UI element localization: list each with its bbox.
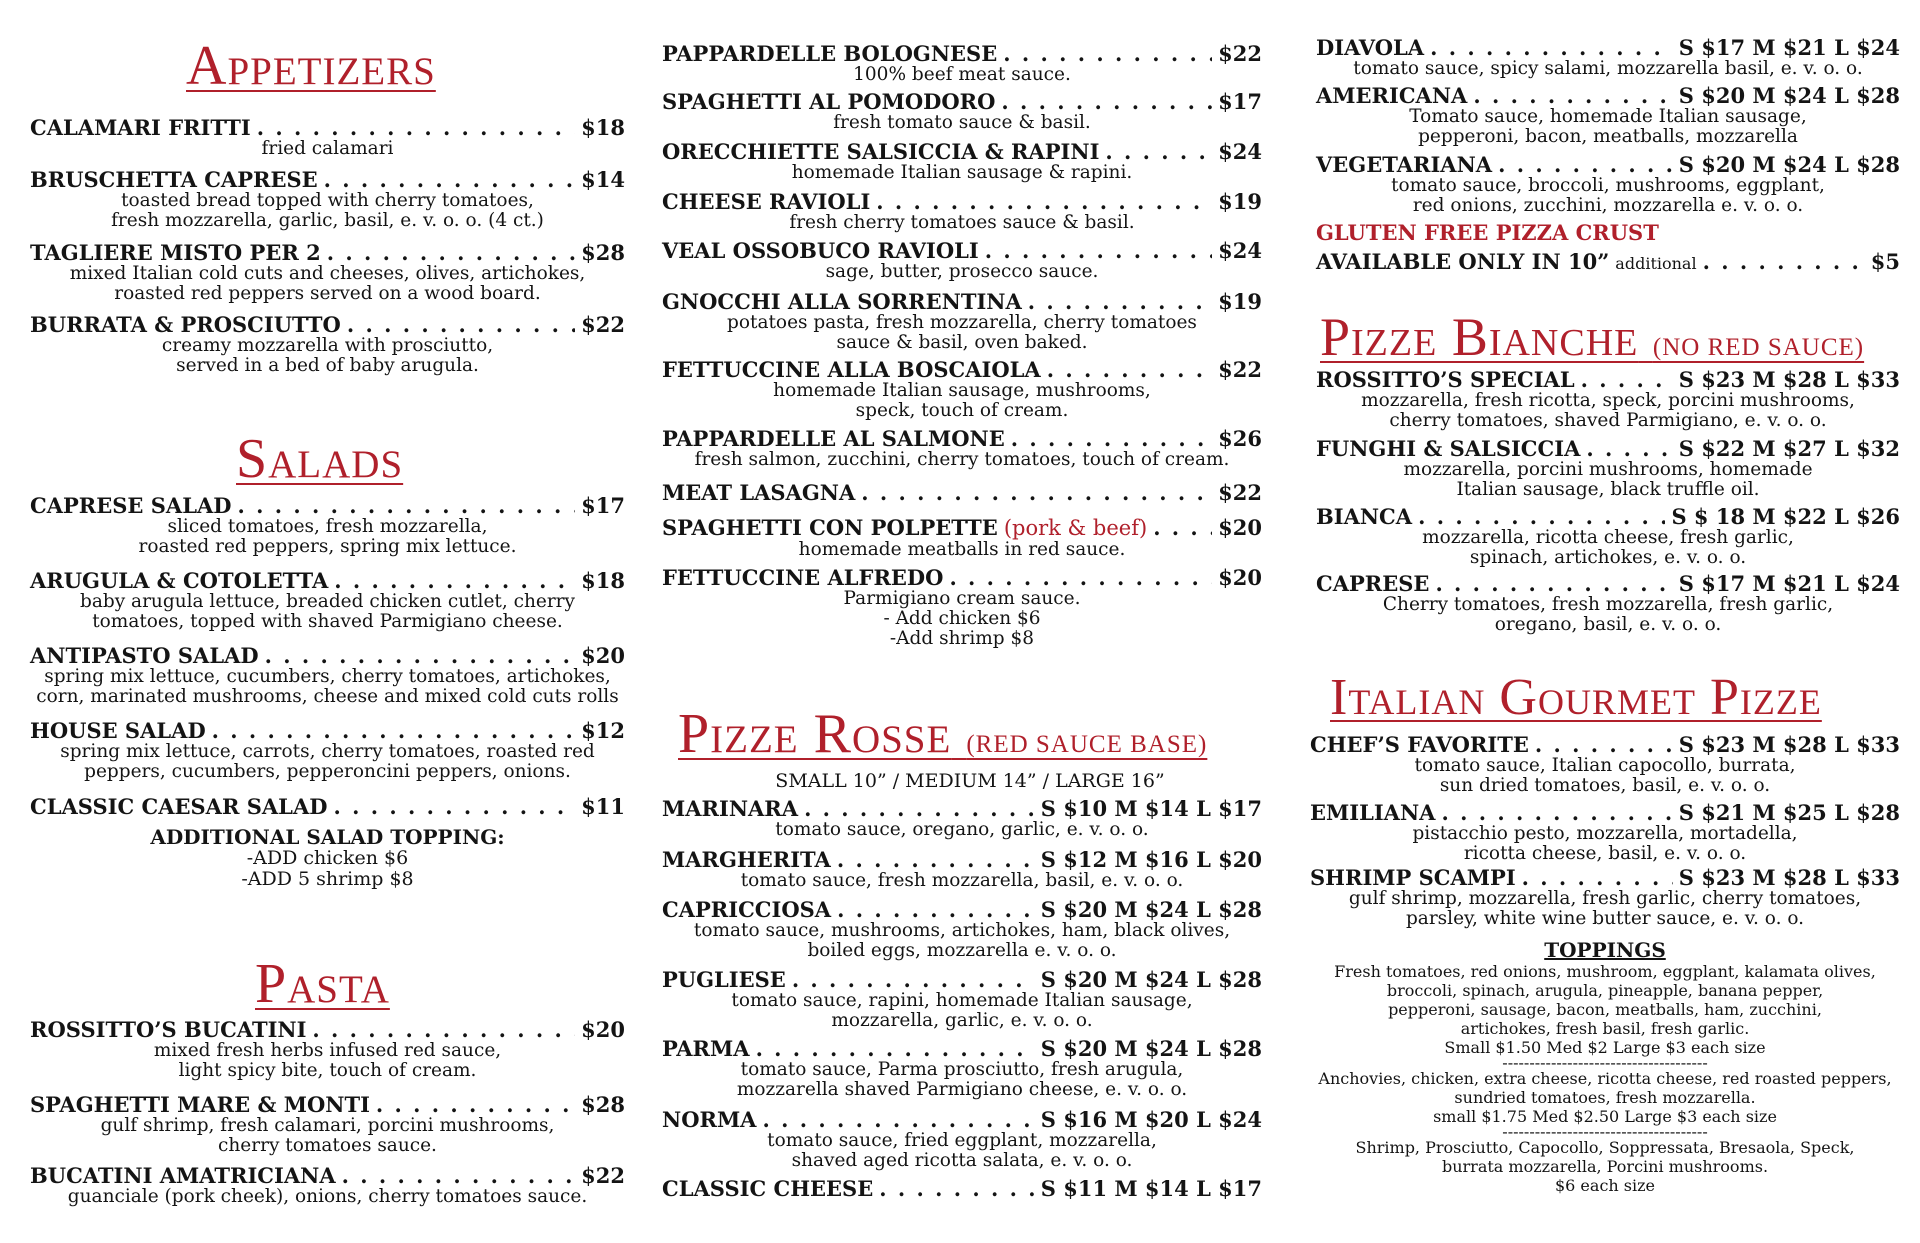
menu-item-description: mozzarella shaved Parmigiano cheese, e. v. o. o. — [736, 1079, 1188, 1100]
menu-item-description: guanciale (pork cheek), onions, cherry tomatoes sauce. — [67, 1186, 588, 1207]
dot-leader — [1435, 572, 1672, 595]
menu-item — [662, 427, 1262, 470]
dot-leader — [1473, 84, 1672, 107]
menu-item-description: tomatoes, topped with shaved Parmigiano cheese. — [92, 611, 563, 632]
dot-leader — [334, 569, 575, 592]
salad-topping-block — [30, 826, 625, 890]
dot-leader — [804, 797, 1035, 820]
menu-item-description: oregano, basil, e. v. o. o. — [1494, 614, 1722, 635]
menu-item-name: FETTUCCINE ALLA BOSCAIOLA — [662, 357, 1041, 382]
dot-leader — [212, 719, 575, 742]
menu-item-description: mozzarella, fresh ricotta, speck, porcini mushrooms, — [1361, 390, 1855, 411]
menu-item-name: MARINARA — [662, 796, 799, 821]
menu-item-price: $18 — [581, 115, 625, 140]
menu-item-name: BIANCA — [1316, 504, 1413, 529]
menu-item — [1316, 84, 1900, 147]
menu-item-description: tomato sauce, spicy salami, mozzarella basil, e. v. o. o. — [1353, 58, 1863, 79]
menu-item-price: S $21 M $25 L $28 — [1678, 800, 1900, 825]
menu-item-note: (pork & beef) — [1003, 516, 1148, 540]
toppings-group-1-line-1: Fresh tomatoes, red onions, mushroom, eggplant, kalamata olives, — [1334, 962, 1876, 981]
menu-item-name: CAPRICCIOSA — [662, 897, 832, 922]
menu-item — [662, 190, 1262, 233]
menu-item-description: Cherry tomatoes, fresh mozzarella, fresh garlic, — [1382, 594, 1834, 615]
dot-leader — [762, 1108, 1034, 1131]
menu-item-name: FETTUCCINE ALFREDO — [662, 565, 944, 590]
menu-item-description: corn, marinated mushrooms, cheese and mixed cold cuts rolls — [36, 686, 619, 707]
menu-item-name: CLASSIC CHEESE — [662, 1176, 874, 1201]
dot-leader — [1047, 358, 1212, 381]
dot-leader — [1001, 90, 1212, 113]
dot-leader — [257, 116, 575, 139]
menu-item-description: sage, butter, prosecco sauce. — [825, 261, 1099, 282]
menu-item-name: ORECCHIETTE SALSICCIA & RAPINI — [662, 139, 1100, 164]
menu-item-description: ricotta cheese, basil, e. v. o. o. — [1463, 843, 1747, 864]
menu-item-description: peppers, cucumbers, pepperoncini peppers, onions. — [84, 761, 571, 782]
menu-item — [662, 358, 1262, 421]
toppings-group-1-line-2: broccoli, spinach, arugula, pineapple, banana pepper, — [1386, 981, 1824, 1000]
menu-item-price: S $23 M $28 L $33 — [1678, 367, 1900, 392]
menu-item-description: sun dried tomatoes, basil, e. v. o. o. — [1439, 775, 1771, 796]
menu-item — [30, 1093, 625, 1156]
menu-item-description: mozzarella, porcini mushrooms, homemade — [1403, 459, 1813, 480]
menu-item-name: PARMA — [662, 1036, 750, 1061]
menu-item-description: potatoes pasta, fresh mozzarella, cherry tomatoes — [727, 312, 1197, 333]
gluten-free-label: AVAILABLE ONLY IN 10” — [1316, 249, 1610, 274]
menu-item — [662, 968, 1262, 1031]
menu-item-description: tomato sauce, fried eggplant, mozzarella, — [767, 1130, 1157, 1151]
menu-item-name: EMILIANA — [1310, 800, 1436, 825]
toppings-price-2: small $1.75 Med $2.50 Large $3 each size — [1433, 1107, 1777, 1126]
menu-item — [30, 168, 625, 231]
pizze-rosse-title — [678, 702, 1207, 766]
menu-item-price: S $16 M $20 L $24 — [1040, 1107, 1262, 1132]
dot-leader — [327, 241, 575, 264]
toppings-block — [1310, 938, 1900, 1195]
dot-leader — [237, 494, 575, 517]
menu-item-description: Tomato sauce, homemade Italian sausage, — [1409, 106, 1807, 127]
menu-item-price: $18 — [581, 568, 625, 593]
menu-item-description: shaved aged ricotta salata, e. v. o. o. — [791, 1150, 1133, 1171]
menu-item-description: tomato sauce, mushrooms, artichokes, ham, black olives, — [693, 920, 1231, 941]
toppings-price-3: $6 each size — [1554, 1176, 1656, 1195]
menu-item-description: pistacchio pesto, mozzarella, mortadella, — [1412, 823, 1798, 844]
menu-item-description: spring mix lettuce, cucumbers, cherry tomatoes, artichokes, — [44, 666, 611, 687]
menu-item-description: -Add shrimp $8 — [889, 628, 1035, 649]
menu-item-name: BURRATA & PROSCIUTTO — [30, 312, 341, 337]
menu-item-description: parsley, white wine butter sauce, e. v. o. o. — [1405, 908, 1805, 929]
menu-item — [662, 1177, 1262, 1200]
menu-item-name: SPAGHETTI CON POLPETTE — [662, 515, 998, 540]
pizze-bianche-title — [1320, 306, 1864, 368]
menu-item-price: S $ 18 M $22 L $26 — [1671, 504, 1900, 529]
salads-title: Salads — [236, 428, 404, 490]
dot-leader — [985, 239, 1212, 262]
toppings-group-1-line-3: pepperoni, sausage, bacon, meatballs, ham, zucchini, — [1388, 1000, 1822, 1019]
toppings-group-3-line-2: burrata mozzarella, Porcini mushrooms. — [1441, 1157, 1769, 1176]
menu-item-name: CLASSIC CAESAR SALAD — [30, 794, 328, 819]
menu-item-price: S $20 M $24 L $28 — [1678, 152, 1900, 177]
menu-item-name: NORMA — [662, 1107, 757, 1132]
dot-leader — [1581, 368, 1673, 391]
menu-item-name: ROSSITTO’S BUCATINI — [30, 1017, 307, 1042]
menu-item-name: PAPPARDELLE AL SALMONE — [662, 426, 1005, 451]
dot-leader — [861, 481, 1212, 504]
menu-item-description: cherry tomatoes sauce. — [218, 1135, 437, 1156]
menu-item — [662, 42, 1262, 85]
dot-leader — [1003, 42, 1212, 65]
menu-item-description: red onions, zucchini, mozzarella e. v. o. o. — [1412, 195, 1804, 216]
gluten-free-heading: GLUTEN FREE PIZZA CRUST — [1316, 220, 1659, 245]
menu-item-name: SPAGHETTI MARE & MONTI — [30, 1092, 370, 1117]
menu-item — [662, 239, 1262, 282]
pizze-bianche-subtitle: (NO RED SAUCE) — [1652, 334, 1865, 361]
dot-leader — [1535, 733, 1673, 756]
menu-item-price: $20 — [1218, 515, 1262, 540]
menu-item-price: S $20 M $24 L $28 — [1040, 967, 1262, 992]
menu-item-name: SPAGHETTI AL POMODORO — [662, 89, 996, 114]
menu-item-description: tomato sauce, broccoli, mushrooms, eggplant, — [1391, 175, 1825, 196]
menu-item-name: PUGLIESE — [662, 967, 786, 992]
menu-item — [30, 116, 625, 159]
menu-item-description: served in a bed of baby arugula. — [176, 355, 479, 376]
menu-item-description: tomato sauce, Parma prosciutto, fresh arugula, — [740, 1059, 1184, 1080]
menu-item-description: boiled eggs, mozzarella e. v. o. o. — [807, 940, 1117, 961]
dot-leader — [1703, 250, 1865, 273]
menu-item-price: S $20 M $24 L $28 — [1040, 897, 1262, 922]
menu-item — [30, 569, 625, 632]
menu-item-description: fresh salmon, zucchini, cherry tomatoes, touch of cream. — [694, 449, 1230, 470]
menu-item — [662, 797, 1262, 840]
menu-item — [1316, 437, 1900, 500]
pizze-bianche-title-text: Pizze Bianche — [1320, 307, 1639, 367]
menu-item-description: mixed Italian cold cuts and cheeses, olives, artichokes, — [69, 263, 586, 284]
menu-item-description: Parmigiano cream sauce. — [843, 588, 1081, 609]
menu-item-description: creamy mozzarella with prosciutto, — [161, 335, 494, 356]
dot-leader — [1586, 437, 1672, 460]
menu-item-description: - Add chicken $6 — [883, 608, 1041, 629]
menu-item-description: roasted red peppers served on a wood board. — [114, 283, 541, 304]
menu-item — [662, 898, 1262, 961]
menu-item-description: cherry tomatoes, shaved Parmigiano, e. v. o. o. — [1389, 410, 1827, 431]
menu-item — [1316, 153, 1900, 216]
menu-item — [1316, 36, 1900, 79]
menu-item-price: S $22 M $27 L $32 — [1678, 436, 1900, 461]
dot-leader — [1153, 516, 1212, 539]
menu-item-description: homemade meatballs in red sauce. — [798, 539, 1126, 560]
menu-item-price: $19 — [1218, 289, 1262, 314]
menu-item-price: $19 — [1218, 189, 1262, 214]
menu-item — [662, 516, 1262, 560]
menu-item-name: FUNGHI & SALSICCIA — [1316, 436, 1581, 461]
menu-item-description: homemade Italian sausage & rapini. — [791, 162, 1133, 183]
menu-item-description: Italian sausage, black truffle oil. — [1456, 479, 1760, 500]
dot-leader — [1028, 290, 1212, 313]
menu-item — [30, 241, 625, 304]
menu-item-name: CAPRESE — [1316, 571, 1430, 596]
dot-leader — [324, 168, 576, 191]
gluten-free-note: additional — [1615, 254, 1697, 273]
menu-item-name: CHEESE RAVIOLI — [662, 189, 871, 214]
menu-item-price: $11 — [581, 794, 625, 819]
menu-item-description: tomato sauce, fresh mozzarella, basil, e. v. o. o. — [740, 870, 1184, 891]
toppings-separator-2: -------------------------------------- — [1502, 1122, 1708, 1141]
menu-item-name: CALAMARI FRITTI — [30, 115, 251, 140]
menu-item-description: light spicy bite, touch of cream. — [178, 1060, 477, 1081]
menu-item-description: fresh tomato sauce & basil. — [833, 112, 1091, 133]
menu-item-name: DIAVOLA — [1316, 35, 1425, 60]
menu-item-price: S $20 M $24 L $28 — [1040, 1036, 1262, 1061]
menu-item — [662, 1108, 1262, 1171]
pizze-rosse-subtitle: (RED SAUCE BASE) — [966, 731, 1208, 758]
menu-item-description: sauce & basil, oven baked. — [836, 332, 1088, 353]
menu-item-price: $22 — [1218, 480, 1262, 505]
toppings-group-3-line-1: Shrimp, Prosciutto, Capocollo, Soppressata, Bresaola, Speck, — [1355, 1138, 1855, 1157]
dot-leader — [312, 1018, 575, 1041]
pizza-sizes: SMALL 10” / MEDIUM 14” / LARGE 16” — [775, 770, 1165, 792]
pasta-title: Pasta — [255, 953, 390, 1015]
pizze-rosse-title-text: Pizze Rosse — [678, 703, 952, 765]
menu-item-description: mozzarella, garlic, e. v. o. o. — [831, 1010, 1093, 1031]
dot-leader — [1430, 36, 1673, 59]
menu-item-price: $24 — [1218, 238, 1262, 263]
menu-item-description: mixed fresh herbs infused red sauce, — [153, 1040, 502, 1061]
menu-item-price: $20 — [581, 643, 625, 668]
menu-item-price: $14 — [581, 167, 625, 192]
toppings-separator-1: -------------------------------------- — [1502, 1053, 1708, 1072]
menu-item — [30, 795, 625, 818]
menu-item-name: VEGETARIANA — [1316, 152, 1493, 177]
menu-item — [1316, 572, 1900, 635]
dot-leader — [949, 566, 1212, 589]
toppings-title: TOPPINGS — [1544, 938, 1666, 962]
menu-item-name: SHRIMP SCAMPI — [1310, 865, 1516, 890]
menu-item-price: $26 — [1218, 426, 1262, 451]
menu-item-name: CAPRESE SALAD — [30, 493, 232, 518]
dot-leader — [1522, 866, 1673, 889]
menu-item-price: $17 — [1218, 89, 1262, 114]
menu-item-price: S $17 M $21 L $24 — [1678, 571, 1900, 596]
menu-item-name: GNOCCHI ALLA SORRENTINA — [662, 289, 1022, 314]
menu-item-description: 100% beef meat sauce. — [853, 64, 1071, 85]
menu-item — [30, 1018, 625, 1081]
dot-leader — [879, 1177, 1035, 1200]
menu-item-price: $22 — [581, 312, 625, 337]
menu-item-price: S $17 M $21 L $24 — [1678, 35, 1900, 60]
menu-item-description: toasted bread topped with cherry tomatoes, — [121, 190, 534, 211]
menu-item-price: $20 — [581, 1017, 625, 1042]
menu-item-price: S $20 M $24 L $28 — [1678, 83, 1900, 108]
menu-item-description: baby arugula lettuce, breaded chicken cutlet, cherry — [80, 591, 575, 612]
dot-leader — [1011, 427, 1212, 450]
menu-item — [30, 1164, 625, 1207]
menu-item-name: ROSSITTO’S SPECIAL — [1316, 367, 1575, 392]
dot-leader — [876, 190, 1212, 213]
dot-leader — [376, 1093, 575, 1116]
menu-item-price: $17 — [581, 493, 625, 518]
dot-leader — [333, 795, 575, 818]
menu-item-name: BUCATINI AMATRICIANA — [30, 1163, 336, 1188]
menu-item — [30, 644, 625, 707]
menu-item — [1316, 368, 1900, 431]
menu-item-description: tomato sauce, Italian capocollo, burrata, — [1414, 755, 1796, 776]
menu-item-description: gulf shrimp, mozzarella, fresh garlic, cherry tomatoes, — [1348, 888, 1862, 909]
toppings-group-1-line-4: artichokes, fresh basil, fresh garlic. — [1460, 1019, 1750, 1038]
menu-item-price: S $23 M $28 L $33 — [1678, 865, 1900, 890]
salad-topping-chicken: -ADD chicken $6 — [246, 847, 409, 869]
menu-item — [1310, 801, 1900, 864]
dot-leader — [837, 898, 1035, 921]
menu-item-price: $22 — [581, 1163, 625, 1188]
menu-item — [662, 481, 1262, 504]
menu-item — [30, 719, 625, 782]
menu-item-description: fresh cherry tomatoes sauce & basil. — [789, 212, 1135, 233]
menu-item-price: S $10 M $14 L $17 — [1040, 796, 1262, 821]
menu-item-description: sliced tomatoes, fresh mozzarella, — [167, 516, 488, 537]
toppings-price-1: Small $1.50 Med $2 Large $3 each size — [1444, 1038, 1766, 1057]
menu-item-name: MARGHERITA — [662, 847, 831, 872]
menu-item — [662, 566, 1262, 649]
menu-item-price: $28 — [581, 1092, 625, 1117]
dot-leader — [1441, 801, 1672, 824]
menu-item-description: tomato sauce, rapini, homemade Italian sausage, — [731, 990, 1193, 1011]
toppings-group-2-line-2: sundried tomatoes, fresh mozzarella. — [1454, 1088, 1756, 1107]
menu-item-name: VEAL OSSOBUCO RAVIOLI — [662, 238, 979, 263]
dot-leader — [347, 313, 575, 336]
menu-item-price: S $12 M $16 L $20 — [1040, 847, 1262, 872]
menu-item — [662, 1037, 1262, 1100]
menu-item-description: fresh mozzarella, garlic, basil, e. v. o. o. (4 ct.) — [111, 210, 544, 231]
menu-item — [30, 313, 625, 376]
menu-item — [1310, 733, 1900, 796]
dot-leader — [1418, 505, 1665, 528]
menu-item-description: spring mix lettuce, carrots, cherry tomatoes, roasted red — [60, 741, 595, 762]
salad-topping-shrimp: -ADD 5 shrimp $8 — [241, 868, 414, 890]
menu-item-description: pepperoni, bacon, meatballs, mozzarella — [1418, 126, 1798, 147]
dot-leader — [1498, 153, 1673, 176]
menu-item-name: HOUSE SALAD — [30, 718, 206, 743]
menu-item — [662, 140, 1262, 183]
menu-item-description: tomato sauce, oregano, garlic, e. v. o. o. — [775, 819, 1149, 840]
dot-leader — [342, 1164, 576, 1187]
menu-item-name: AMERICANA — [1316, 83, 1468, 108]
menu-item-name: TAGLIERE MISTO PER 2 — [30, 240, 321, 265]
gluten-free-line — [1316, 250, 1900, 275]
menu-item — [30, 494, 625, 557]
menu-item-price: $28 — [581, 240, 625, 265]
menu-item — [662, 90, 1262, 133]
menu-item-name: MEAT LASAGNA — [662, 480, 856, 505]
menu-item-description: spinach, artichokes, e. v. o. o. — [1469, 547, 1747, 568]
menu-item-description: speck, touch of cream. — [855, 400, 1069, 421]
menu-item-name: ANTIPASTO SALAD — [30, 643, 259, 668]
dot-leader — [792, 968, 1035, 991]
menu-item-price: $12 — [581, 718, 625, 743]
menu-item — [1310, 866, 1900, 929]
toppings-group-2-line-1: Anchovies, chicken, extra cheese, ricotta cheese, red roasted peppers, — [1318, 1069, 1892, 1088]
gluten-free-price: $5 — [1870, 249, 1900, 274]
menu-item-price: $20 — [1218, 565, 1262, 590]
menu-item-description: fried calamari — [261, 138, 394, 159]
menu-item-description: mozzarella, ricotta cheese, fresh garlic, — [1422, 527, 1794, 548]
menu-item-description: homemade Italian sausage, mushrooms, — [773, 380, 1151, 401]
dot-leader — [265, 644, 576, 667]
menu-item-description: roasted red peppers, spring mix lettuce. — [138, 536, 517, 557]
dot-leader — [756, 1037, 1035, 1060]
menu-item-name: ARUGULA & COTOLETTA — [30, 568, 329, 593]
menu-item-price: $22 — [1218, 357, 1262, 382]
menu-item — [662, 290, 1262, 353]
menu-item-name: CHEF’S FAVORITE — [1310, 732, 1529, 757]
menu-item-price: $24 — [1218, 139, 1262, 164]
dot-leader — [837, 848, 1035, 871]
menu-item-price: S $23 M $28 L $33 — [1678, 732, 1900, 757]
salad-topping-heading: ADDITIONAL SALAD TOPPING: — [150, 825, 505, 849]
menu-item — [1316, 505, 1900, 568]
menu-item — [662, 848, 1262, 891]
appetizers-title: Appetizers — [186, 35, 436, 97]
dot-leader — [1105, 140, 1212, 163]
gourmet-title: Italian Gourmet Pizze — [1330, 669, 1822, 726]
menu-item-price: S $11 M $14 L $17 — [1040, 1176, 1262, 1201]
menu-item-price: $22 — [1218, 41, 1262, 66]
menu-item-name: BRUSCHETTA CAPRESE — [30, 167, 318, 192]
menu-item-description: gulf shrimp, fresh calamari, porcini mushrooms, — [100, 1115, 555, 1136]
menu-item-name: PAPPARDELLE BOLOGNESE — [662, 41, 998, 66]
